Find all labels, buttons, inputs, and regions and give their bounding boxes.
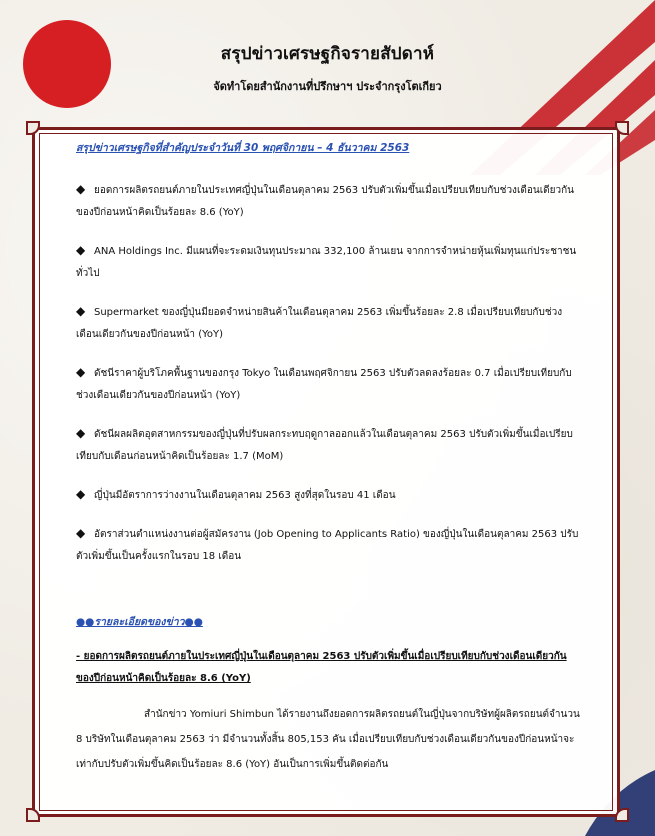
diamond-bullet-icon: ◆ <box>76 526 86 540</box>
section-title[interactable]: สรุปข่าวเศรษฐกิจที่สำคัญประจำวันที่ 30 พฤศจิกายน – 4 ธันวาคม 2563 <box>76 142 410 154</box>
page-title: สรุปข่าวเศรษฐกิจรายสัปดาห์ <box>220 44 435 64</box>
list-item: ◆ ยอดการผลิตรถยนต์ภายในประเทศญี่ปุ่นในเดือนตุลาคม 2563 ปรับตัวเพิ่มขึ้นเมื่อเปรียบเทียบกับช่วงเดือนเดียวกันของปีก่อนหน้าคิดเป็นร้อยละ 8.6 (YoY) <box>76 178 581 224</box>
list-item: ◆ ANA Holdings Inc. มีแผนที่จะระดมเงินทุนประมาณ 332,100 ล้านเยน จากการจำหน่ายหุ้นเพิ่มทุนแก่ประชาชนทั่วไป <box>76 239 581 285</box>
news-body: สำนักข่าว Yomiuri Shimbun ได้รายงานถึงยอดการผลิตรถยนต์ในญี่ปุ่นจากบริษัทผู้ผลิตรถยนต์จำนวน 8 บริษัทในเดือนตุลาคม 2563 ว่า มีจำนวนทั้งสิ้น 805,153 คัน เมื่อเปรียบเทียบกับช่วงเดือนเดียวกันของปีก่อนหน้าจะเท่ากับปรับตัวเพิ่มขึ้นคิดเป็นร้อยละ 8.6 (YoY) อันเป็นการเพิ่มขึ้นติดต่อกัน <box>76 709 580 770</box>
list-item: ◆ ญี่ปุ่นมีอัตราการว่างงานในเดือนตุลาคม 2563 สูงที่สุดในรอบ 41 เดือน <box>76 483 581 507</box>
page-header <box>0 40 655 95</box>
page-subtitle: จัดทำโดยสำนักงานที่ปรึกษาฯ ประจำกรุงโตเกียว <box>213 80 442 93</box>
list-item: ◆ อัตราส่วนตำแหน่งงานต่อผู้สมัครงาน (Job Opening to Applicants Ratio) ของญี่ปุ่นในเดือนตุลาคม 2563 ปรับตัวเพิ่มขึ้นเป็นครั้งแรกในรอบ 18 เดือน <box>76 522 581 568</box>
diamond-bullet-icon: ◆ <box>76 182 86 196</box>
list-item: ◆ ดัชนีราคาผู้บริโภคพื้นฐานของกรุง Tokyo ในเดือนพฤศจิกายน 2563 ปรับตัวลดลงร้อยละ 0.7 เมื่อเปรียบเทียบกับช่วงเดือนเดียวกันของปีก่อนหน้า (YoY) <box>76 361 581 407</box>
diamond-bullet-icon: ◆ <box>76 487 86 501</box>
news-headline: - ยอดการผลิตรถยนต์ภายในประเทศญี่ปุ่นในเดือนตุลาคม 2563 ปรับตัวเพิ่มขึ้นเมื่อเปรียบเทียบกับช่วงเดือนเดียวกันของปีก่อนหน้าคิดเป็นร้อยละ 8.6 (YoY) <box>76 651 567 684</box>
diamond-bullet-icon: ◆ <box>76 304 86 318</box>
summary-list <box>76 178 581 568</box>
list-item: ◆ Supermarket ของญี่ปุ่นมียอดจำหน่ายสินค้าในเดือนตุลาคม 2563 เพิ่มขึ้นร้อยละ 2.8 เมื่อเปรียบเทียบกับช่วงเดือนเดียวกันของปีก่อนหน้า (YoY) <box>76 300 581 346</box>
frame-corner <box>615 808 629 822</box>
details-title[interactable]: ●●รายละเอียดของข่าว●● <box>76 616 203 628</box>
diamond-bullet-icon: ◆ <box>76 243 86 257</box>
content <box>76 138 581 777</box>
diamond-bullet-icon: ◆ <box>76 426 86 440</box>
list-item: ◆ ดัชนีผลผลิตอุตสาหกรรมของญี่ปุ่นที่ปรับผลกระทบฤดูกาลออกแล้วในเดือนตุลาคม 2563 ปรับตัวเพิ่มขึ้นเมื่อเปรียบเทียบกับเดือนก่อนหน้าคิดเป็นร้อยละ 1.7 (MoM) <box>76 422 581 468</box>
diamond-bullet-icon: ◆ <box>76 365 86 379</box>
